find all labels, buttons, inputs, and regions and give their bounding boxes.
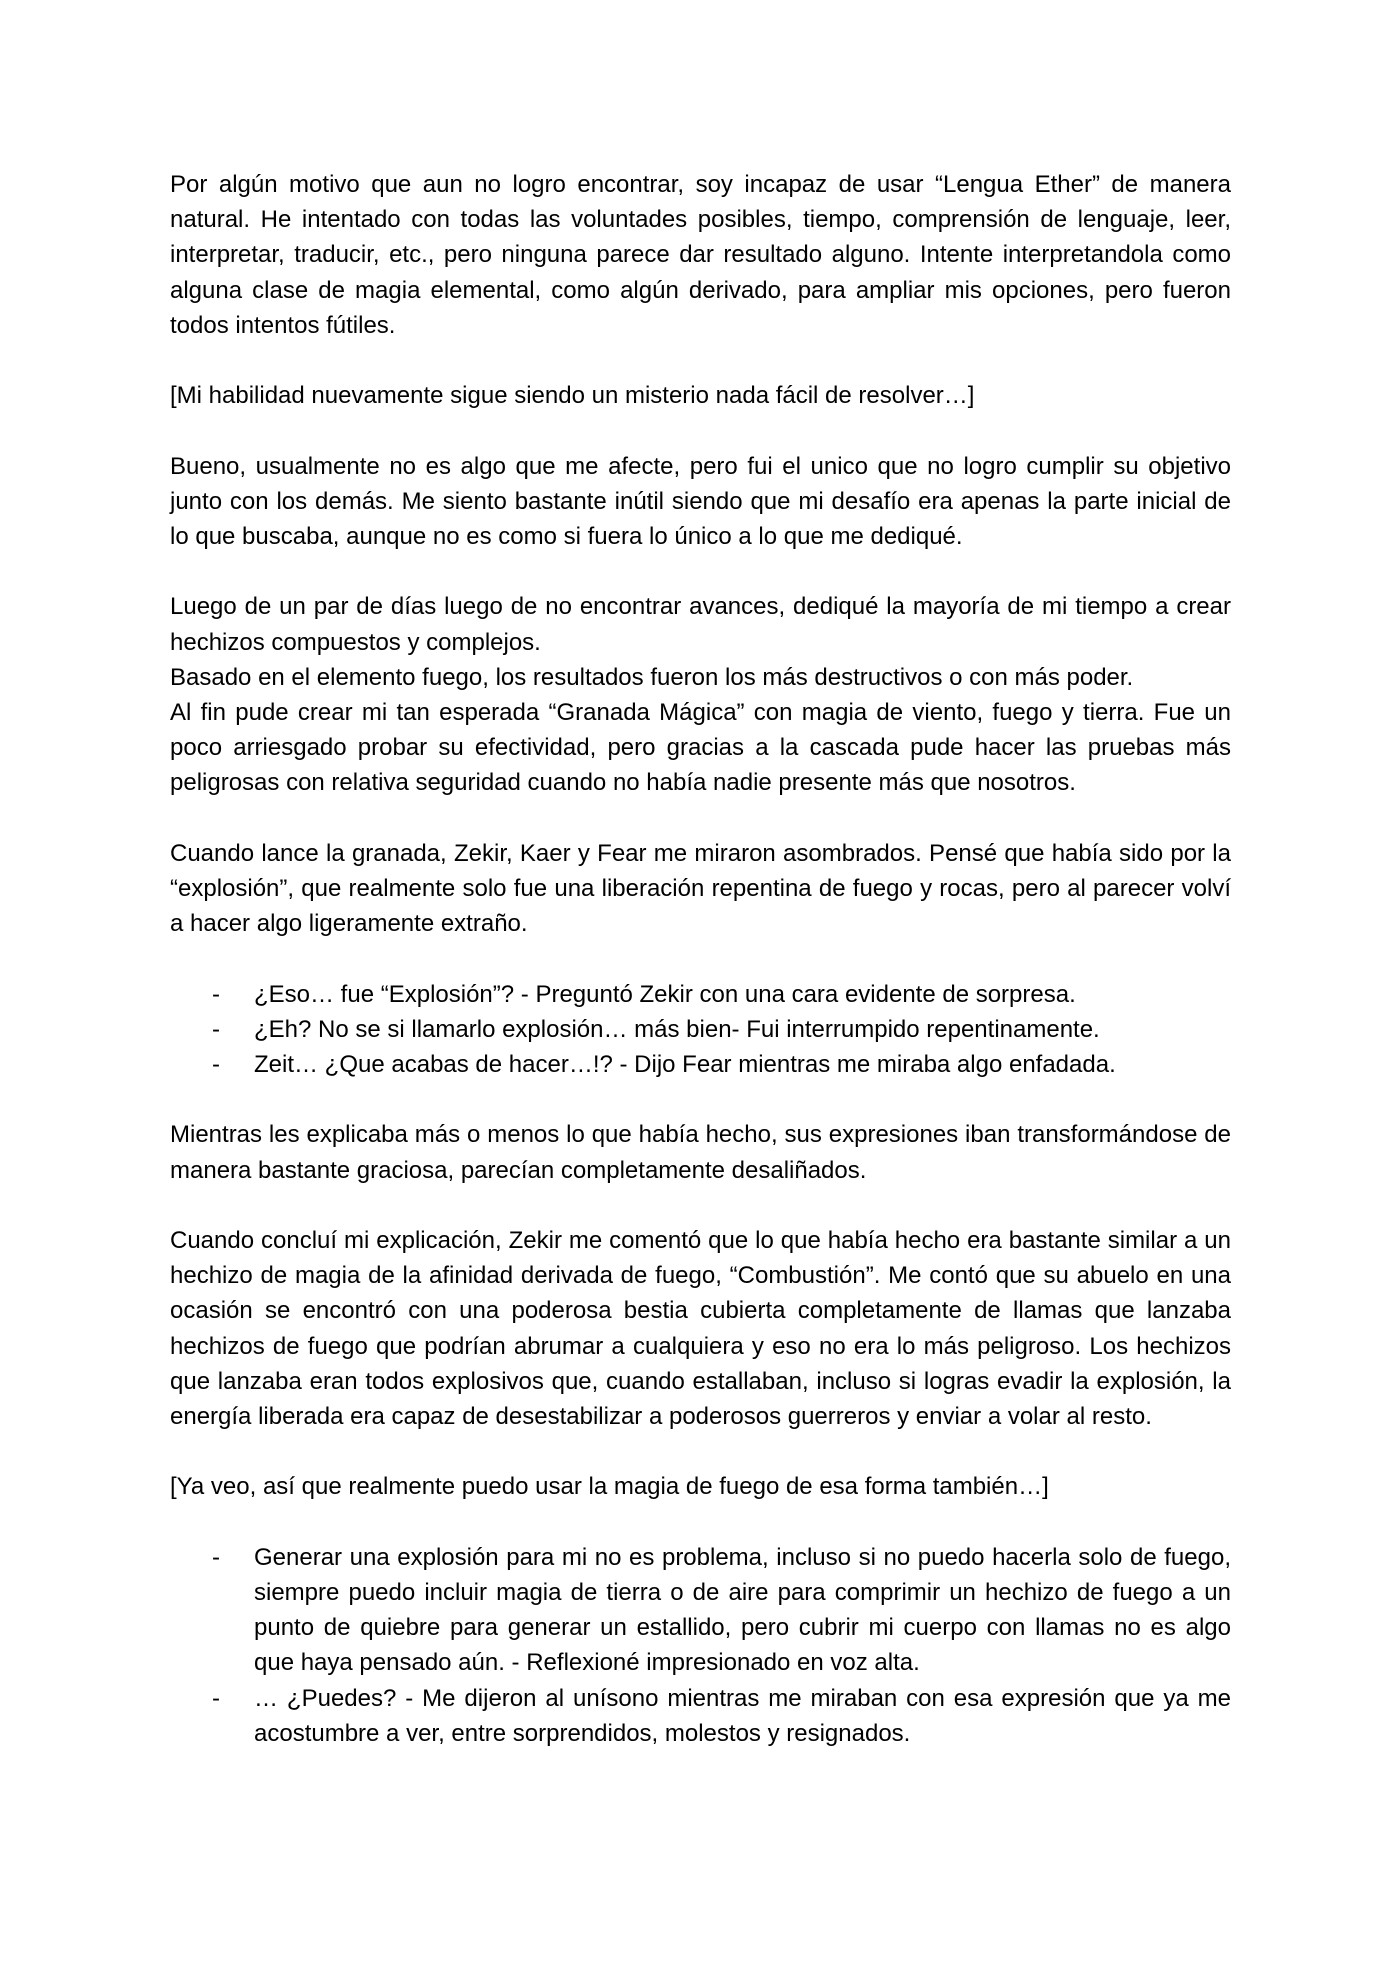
paragraph-thought-ya-veo: [Ya veo, así que realmente puedo usar la magia de fuego de esa forma también…] [170, 1473, 1049, 1501]
dialogue-line [170, 977, 1231, 1012]
document-body [170, 167, 1231, 1786]
dash-bullet: - [212, 1684, 220, 1712]
dash-bullet: - [212, 1015, 220, 1043]
dialogue-text: Generar una explosión para mi no es problema, incluso si no puedo hacerla solo de fuego, siempre puedo incluir magia de tierra o de aire para comprimir un hechizo de fuego a un punto de quiebre para generar un estallido, pero cubrir mi cuerpo con llamas no es algo que haya pensado aún. - Reflexioné impresionado en voz alta. [254, 1543, 1231, 1677]
dialogue-text: ¿Eso… fue “Explosión”? - Preguntó Zekir con una cara evidente de sorpresa. [254, 980, 1076, 1008]
paragraph-lance-granada: Cuando lance la granada, Zekir, Kaer y Fear me miraron asombrados. Pensé que había sido por la “explosión”, que realmente solo fue una liberación repentina de fuego y rocas, pero al parecer volví a hacer algo ligeramente extraño. [170, 839, 1231, 938]
paragraph-unico-objetivo: Bueno, usualmente no es algo que me afecte, pero fui el unico que no logro cumplir su objetivo junto con los demás. Me siento bastante inútil siendo que mi desafío era apenas la parte inicial de lo que buscaba, aunque no es como si fuera lo único a lo que me dediqué. [170, 452, 1231, 550]
dash-bullet: - [212, 1543, 220, 1571]
paragraph-explicaba: Mientras les explicaba más o menos lo que había hecho, sus expresiones iban transformándose de manera bastante graciosa, parecían completamente desaliñados. [170, 1121, 1231, 1184]
dialogue-text: ¿Eh? No se si llamarlo explosión… más bien- Fui interrumpido repentinamente. [254, 1015, 1100, 1043]
paragraph-combustion: Cuando concluí mi explicación, Zekir me comentó que lo que había hecho era bastante similar a un hechizo de magia de la afinidad derivada de fuego, “Combustión”. Me contó que su abuelo en una ocasión se encontró con una poderosa bestia cubierta completamente de llamas que lanzaba hechizos de fuego que podrían abrumar a cualquiera y eso no era lo más peligroso. Los hechizos que lanzaba eran todos explosivos que, cuando estallaban, incluso si logras evadir la explosión, la energía liberada era capaz de desestabilizar a poderosos guerreros y enviar a volar al resto. [170, 1226, 1231, 1430]
dialogue-text: … ¿Puedes? - Me dijeron al unísono mientras me miraban con esa expresión que ya me acostumbre a ver, entre sorprendidos, molestos y resignados. [254, 1684, 1231, 1747]
dialogue-line [170, 1681, 1231, 1751]
dash-bullet: - [212, 980, 220, 1008]
dialogue-line [170, 1047, 1231, 1082]
paragraph-elemento-fuego: Basado en el elemento fuego, los resultados fueron los más destructivos o con más poder. [170, 663, 1134, 691]
paragraph-thought-habilidad: [Mi habilidad nuevamente sigue siendo un misterio nada fácil de resolver…] [170, 382, 975, 410]
paragraph-hechizos-compuestos: Luego de un par de días luego de no encontrar avances, dediqué la mayoría de mi tiempo a crear hechizos compuestos y complejos. [170, 593, 1231, 656]
paragraph-lengua-ether: Por algún motivo que aun no logro encontrar, soy incapaz de usar “Lengua Ether” de manera natural. He intentado con todas las voluntades posibles, tiempo, comprensión de lenguaje, leer, interpretar, traducir, etc., pero ninguna parece dar resultado alguno. Intente interpretandola como alguna clase de magia elemental, como algún derivado, para ampliar mis opciones, pero fueron todos intentos fútiles. [170, 171, 1231, 339]
dialogue-line [170, 1012, 1231, 1047]
paragraph-granada-magica: Al fin pude crear mi tan esperada “Granada Mágica” con magia de viento, fuego y tierra. Fue un poco arriesgado probar su efectividad, pero gracias a la cascada pude hacer las pruebas más peligrosas con relativa seguridad cuando no había nadie presente más que nosotros. [170, 699, 1231, 797]
dialogue-list-reflexion [170, 1540, 1231, 1751]
dialogue-text: Zeit… ¿Que acabas de hacer…!? - Dijo Fear mientras me miraba algo enfadada. [254, 1051, 1116, 1078]
dash-bullet: - [212, 1051, 220, 1078]
dialogue-line [170, 1540, 1231, 1681]
dialogue-list-explosion [170, 977, 1231, 1083]
